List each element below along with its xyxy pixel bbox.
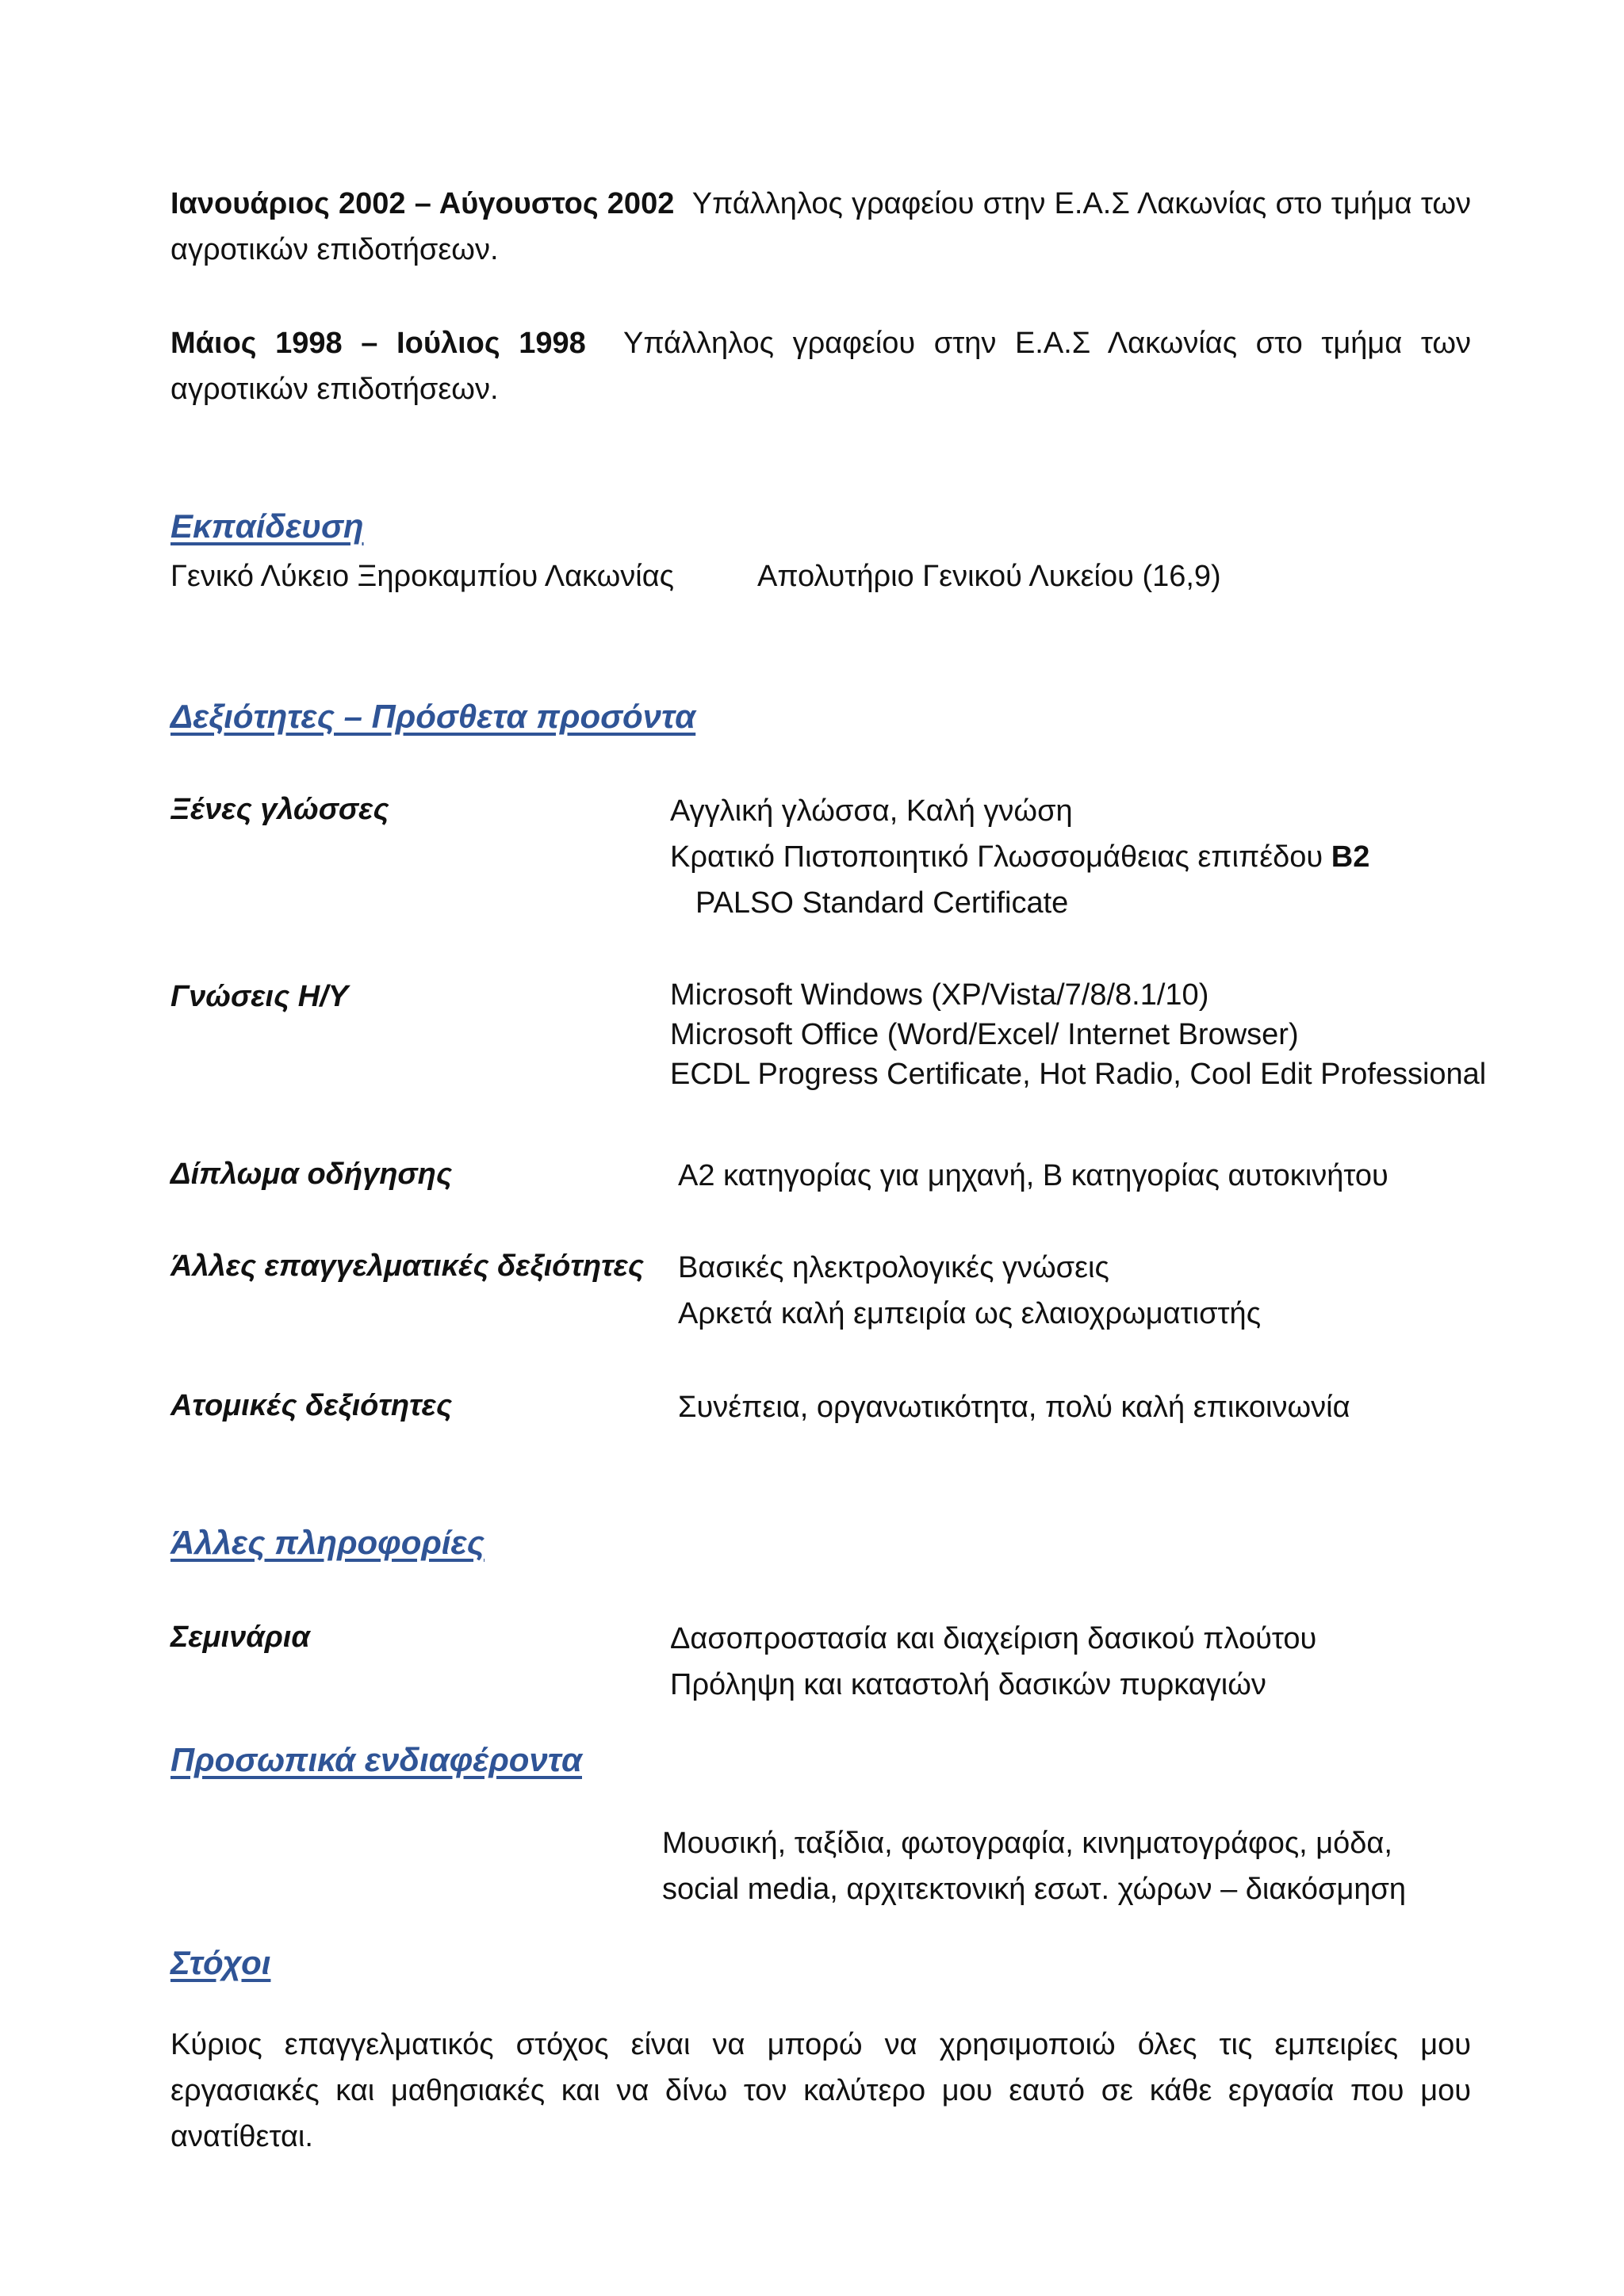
computer-line: Microsoft Office (Word/Excel/ Internet Browser) xyxy=(670,1018,1299,1051)
goals-line: Κύριος επαγγελματικός στόχος είναι να μπορώ να χρησιμοποιώ όλες τις εμπειρίες μου xyxy=(170,2028,1471,2061)
languages-label: Ξένες γλώσσες xyxy=(170,793,389,826)
experience-entry-2-cont: αγροτικών επιδοτήσεων. xyxy=(170,373,499,406)
professional-line: Αρκετά καλή εμπειρία ως ελαιοχρωματιστής xyxy=(678,1297,1262,1330)
education-diploma: Απολυτήριο Γενικού Λυκείου (16,9) xyxy=(757,560,1221,593)
interests-values xyxy=(662,1820,1406,1912)
languages-line: Κρατικό Πιστοποιητικό Γλωσσομάθειας επιπέδου Β2 xyxy=(670,840,1370,874)
experience-description: Υπάλληλος γραφείου στην Ε.Α.Σ Λακωνίας στο τμήμα των xyxy=(691,187,1472,220)
skills-heading: Δεξιότητες – Πρόσθετα προσόντα xyxy=(170,698,696,735)
interests-line: social media, αρχιτεκτονική εσωτ. χώρων – διακόσμηση xyxy=(662,1873,1407,1906)
languages-line: PALSO Standard Certificate xyxy=(695,886,1069,920)
other-info-heading: Άλλες πληροφορίες xyxy=(170,1524,485,1561)
experience-entry-2 xyxy=(170,320,1471,366)
seminars-values xyxy=(670,1616,1316,1708)
seminars-label: Σεμινάρια xyxy=(170,1621,310,1654)
computer-line: Microsoft Windows (XP/Vista/7/8/8.1/10) xyxy=(670,978,1209,1012)
professional-label: Άλλες επαγγελματικές δεξιότητες xyxy=(170,1249,645,1283)
interests-line: Μουσική, ταξίδια, φωτογραφία, κινηματογράφος, μόδα, xyxy=(662,1827,1392,1860)
languages-line: Αγγλική γλώσσα, Καλή γνώση xyxy=(670,794,1073,828)
experience-entry-1 xyxy=(170,181,1471,227)
seminar-item: Δασοπροστασία και διαχείριση δασικού πλούτου xyxy=(670,1622,1317,1655)
personal-value: Συνέπεια, οργανωτικότητα, πολύ καλή επικοινωνία xyxy=(678,1391,1350,1424)
seminar-item: Πρόληψη και καταστολή δασικών πυρκαγιών xyxy=(670,1668,1266,1701)
personal-label: Ατομικές δεξιότητες xyxy=(170,1389,453,1422)
experience-entry-1-cont: αγροτικών επιδοτήσεων. xyxy=(170,233,499,266)
experience-period: Ιανουάριος 2002 – Αύγουστος 2002 xyxy=(170,187,675,220)
languages-values xyxy=(670,788,1369,926)
experience-description: Υπάλληλος γραφείου στην Ε.Α.Σ Λακωνίας στο τμήμα των xyxy=(623,327,1472,360)
goals-line: εργασιακές και μαθησιακές και να δίνω τον καλύτερο μου εαυτό σε κάθε εργασία που μου xyxy=(170,2074,1471,2107)
education-heading: Εκπαίδευση xyxy=(170,507,364,545)
license-label: Δίπλωμα οδήγησης xyxy=(170,1158,453,1191)
professional-values xyxy=(678,1245,1261,1337)
experience-period: Μάιος 1998 – Ιούλιος 1998 xyxy=(170,327,586,360)
interests-heading: Προσωπικά ενδιαφέροντα xyxy=(170,1741,582,1778)
education-school: Γενικό Λύκειο Ξηροκαμπίου Λακωνίας xyxy=(170,560,674,593)
professional-line: Βασικές ηλεκτρολογικές γνώσεις xyxy=(678,1251,1109,1284)
computer-label: Γνώσεις Η/Υ xyxy=(170,980,349,1013)
language-level: Β2 xyxy=(1331,840,1370,874)
goals-heading: Στόχοι xyxy=(170,1944,271,1981)
goals-line: ανατίθεται. xyxy=(170,2120,313,2153)
computer-line: ECDL Progress Certificate, Hot Radio, Cool Edit Professional xyxy=(670,1058,1487,1091)
license-value: Α2 κατηγορίας για μηχανή, Β κατηγορίας αυτοκινήτου xyxy=(678,1159,1388,1192)
computer-values xyxy=(670,975,1486,1094)
